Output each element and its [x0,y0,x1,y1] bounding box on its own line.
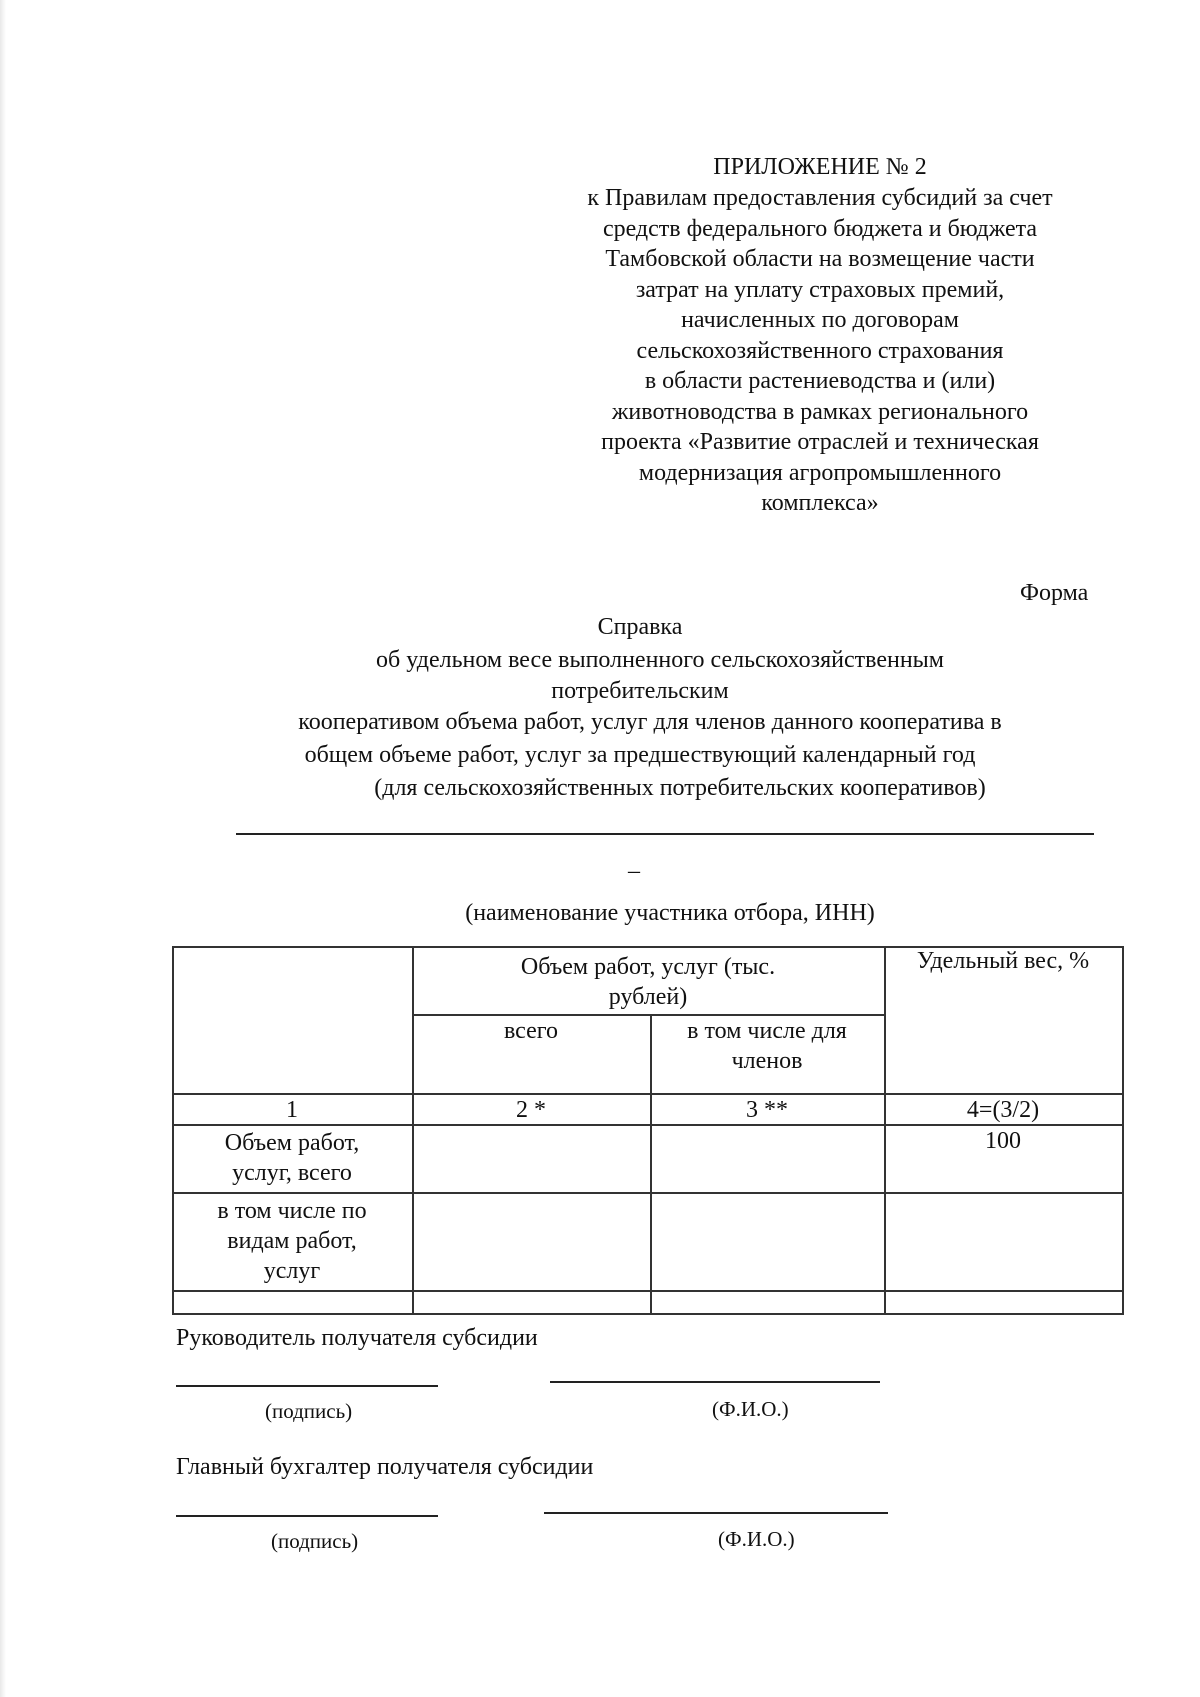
certificate-line: общем объеме работ, услуг за предшествующий календарный год [304,742,976,768]
head-title: Руководитель получателя субсидии [176,1325,538,1351]
participant-name-line [236,833,1094,835]
certificate-line: (для сельскохозяйственных потребительских кооперативов) [374,775,986,801]
row-total-label-line: услуг, всего [232,1160,352,1186]
form-label: Форма [1020,580,1089,606]
row-types-label [172,1196,412,1286]
table-rule-row1-bottom [172,1192,1124,1194]
table-border-right [1122,946,1124,1314]
header-members [650,1016,884,1076]
row-types-label-line: видам работ, [227,1228,357,1254]
appendix-line: затрат на уплату страховых премий, [635,276,1005,303]
appendix-line: проекта «Развитие отраслей и техническая [601,429,1039,455]
header-members-line: членов [731,1048,803,1074]
head-signature-caption: (подпись) [265,1399,353,1423]
certificate-title: Справка [597,614,683,640]
appendix-title: ПРИЛОЖЕНИЕ № 2 [713,154,927,180]
col-number: 4=(3/2) [966,1097,1040,1123]
appendix-line: комплекса» [761,490,879,516]
table-border-bottom [172,1313,1124,1315]
participant-dash: – [628,858,640,884]
appendix-line: начисленных по договорам [681,307,959,333]
row-total-label-line: Объем работ, [224,1130,360,1156]
appendix-line: Тамбовской области на возмещение части [605,246,1035,272]
appendix-line: животноводства в рамках регионального [611,398,1029,425]
appendix-line: модернизация агропромышленного [638,459,1002,486]
header-volume [412,952,884,1012]
head-name-line [550,1381,880,1383]
row-types-label-line: услуг [263,1258,321,1284]
header-total: всего [503,1018,559,1044]
head-name-caption: (Ф.И.О.) [712,1397,789,1421]
appendix-line: средств федерального бюджета и бюджета [602,215,1038,242]
row-total-label [172,1128,412,1188]
table-rule-row2-bottom [172,1290,1124,1292]
accountant-name-line [544,1512,888,1514]
col-number: 1 [286,1097,298,1123]
certificate-line: потребительским [551,678,729,704]
appendix-line: в области растениеводства и (или) [644,368,996,394]
accountant-name-caption: (Ф.И.О.) [718,1527,795,1551]
appendix-line: к Правилам предоставления субсидий за счет [587,185,1053,211]
header-volume-line: рублей) [608,984,688,1010]
row-total-weight: 100 [985,1128,1021,1154]
accountant-signature-caption: (подпись) [271,1529,359,1553]
participant-caption: (наименование участника отбора, ИНН) [465,900,875,926]
col-number: 3 ** [746,1097,788,1123]
header-volume-line: Объем работ, услуг (тыс. [520,954,776,980]
col-number: 2 * [516,1097,546,1123]
certificate-line: об удельном весе выполненного сельскохозяйственным [376,647,944,673]
appendix-subtitle [440,183,1200,519]
head-signature-line [176,1385,438,1387]
scan-edge [0,0,6,1697]
accountant-signature-line [176,1515,438,1517]
appendix-line: сельскохозяйственного страхования [636,337,1004,364]
accountant-title: Главный бухгалтер получателя субсидии [176,1454,594,1480]
header-members-line: в том числе для [687,1018,847,1044]
row-types-label-line: в том числе по [217,1198,367,1224]
header-weight: Удельный вес, % [916,948,1090,974]
certificate-line: кооперативом объема работ, услуг для членов данного кооператива в [298,709,1002,735]
